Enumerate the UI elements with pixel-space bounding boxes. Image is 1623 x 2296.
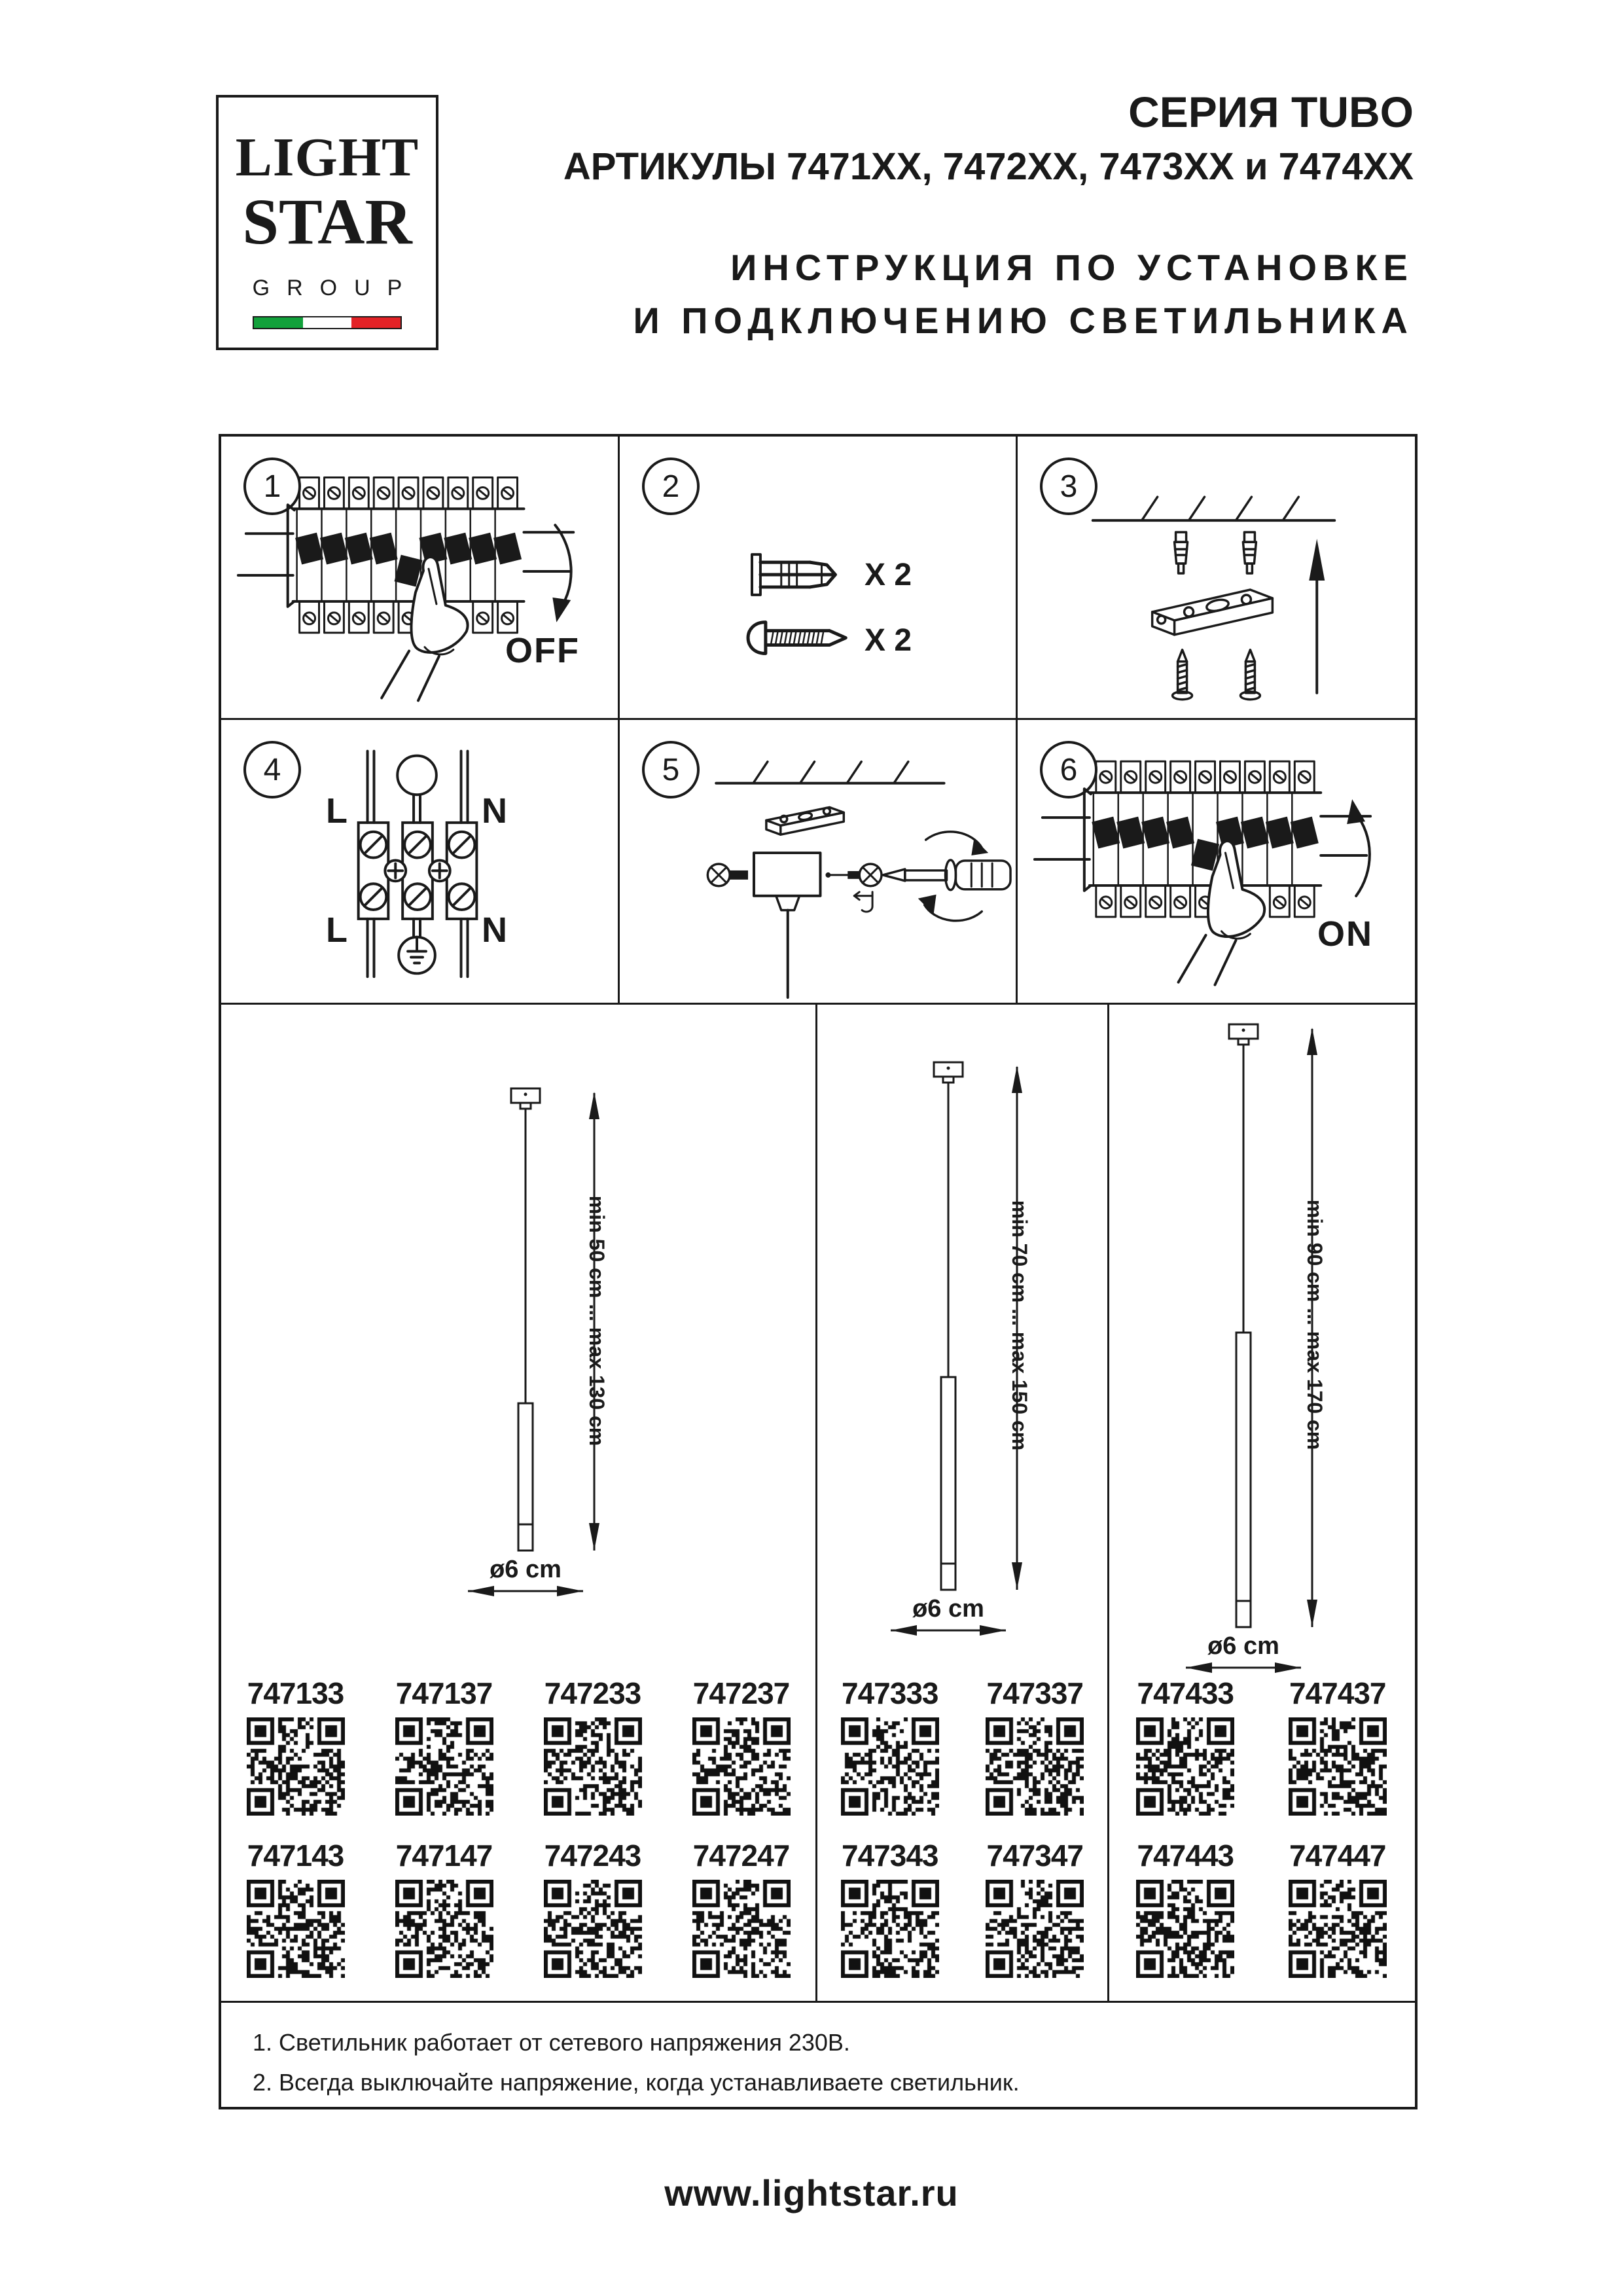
qr-code xyxy=(544,1880,642,1978)
qr-code xyxy=(1289,1717,1387,1816)
article-number: 747333 xyxy=(842,1676,938,1710)
step-number-badge: 3 xyxy=(1040,457,1097,515)
article-number: 747443 xyxy=(1137,1839,1234,1873)
article-item xyxy=(817,1840,963,1978)
qr-code xyxy=(841,1880,939,1978)
article-number: 747137 xyxy=(395,1676,493,1710)
step-number-badge: 6 xyxy=(1040,741,1097,798)
step-number-badge: 5 xyxy=(642,741,700,798)
article-number: 747247 xyxy=(692,1839,790,1873)
terminal-label-bottom-right: N xyxy=(482,910,507,950)
dowel-quantity-label: X 2 xyxy=(865,558,912,592)
article-item xyxy=(1262,1678,1414,1816)
article-item xyxy=(667,1840,815,1978)
article-number: 747233 xyxy=(544,1676,641,1710)
note-line-1: 1. Светильник работает от сетевого напряжения 230В. xyxy=(253,2029,850,2056)
articles-title: АРТИКУЛЫ 7471ХХ, 7472ХХ, 7473ХХ и 7474ХХ xyxy=(563,145,1414,188)
article-number: 747437 xyxy=(1289,1676,1386,1710)
flag-green-segment xyxy=(254,317,303,328)
step-1-cell xyxy=(221,437,618,718)
website-url: www.lightstar.ru xyxy=(664,2172,959,2214)
qr-code xyxy=(395,1880,493,1978)
article-item xyxy=(963,1840,1108,1978)
notes-section xyxy=(221,2003,1415,2126)
articles-row xyxy=(817,1840,1107,1978)
height-dimension-label: min 90 cm ... max 170 cm xyxy=(1303,1199,1327,1450)
article-number: 747243 xyxy=(544,1839,641,1873)
articles-row xyxy=(1109,1840,1414,1978)
article-number: 747133 xyxy=(247,1676,344,1710)
italian-flag-stripe xyxy=(253,316,402,329)
pendant-lamp-diagram xyxy=(1178,1022,1374,1691)
article-item xyxy=(370,1840,518,1978)
article-item xyxy=(221,1678,370,1816)
step-number-badge: 1 xyxy=(243,457,301,515)
qr-code xyxy=(1289,1880,1387,1978)
qr-code xyxy=(692,1717,791,1816)
article-item xyxy=(817,1678,963,1816)
article-item xyxy=(518,1678,667,1816)
qr-code xyxy=(247,1880,345,1978)
terminal-label-bottom-left: L xyxy=(326,910,348,950)
flag-white-segment xyxy=(303,317,352,328)
articles-row xyxy=(1109,1678,1414,1816)
article-item xyxy=(221,1840,370,1978)
instruction-title-line1: ИНСТРУКЦИЯ ПО УСТАНОВКЕ xyxy=(730,247,1414,288)
qr-code xyxy=(395,1717,493,1816)
article-number: 747237 xyxy=(692,1676,790,1710)
on-label: ON xyxy=(1317,914,1373,954)
step-5-cell xyxy=(620,720,1016,1003)
flag-red-segment xyxy=(351,317,401,328)
logo-word-group: GROUP xyxy=(252,276,419,300)
article-item xyxy=(1109,1840,1262,1978)
instruction-title-line2: И ПОДКЛЮЧЕНИЮ СВЕТИЛЬНИКА xyxy=(633,300,1414,342)
terminal-label-top-right: N xyxy=(482,791,507,831)
diameter-dimension-label: ø6 cm xyxy=(490,1556,562,1583)
article-item xyxy=(667,1678,815,1816)
screw-quantity-label: X 2 xyxy=(865,623,912,658)
article-item xyxy=(1109,1678,1262,1816)
note-line-2: 2. Всегда выключайте напряжение, когда устанавливаете светильник. xyxy=(253,2069,1020,2096)
pendant-lamp-diagram xyxy=(883,1060,1079,1653)
qr-code xyxy=(544,1717,642,1816)
article-item xyxy=(963,1678,1108,1816)
article-item xyxy=(1262,1840,1414,1978)
height-dimension-label: min 50 cm ... max 130 cm xyxy=(585,1195,609,1446)
qr-code xyxy=(1136,1880,1234,1978)
off-label: OFF xyxy=(505,631,580,670)
article-number: 747447 xyxy=(1289,1839,1386,1873)
step-2-cell xyxy=(620,437,1016,718)
article-number: 747147 xyxy=(395,1839,493,1873)
header-titles xyxy=(563,90,1414,347)
logo-word-star: STAR xyxy=(242,185,412,258)
instruction-table xyxy=(219,434,1418,2109)
article-number: 747337 xyxy=(986,1676,1083,1710)
lamp-variant-column-1 xyxy=(221,1003,815,2001)
article-item xyxy=(370,1678,518,1816)
logo-word-light: LIGHT xyxy=(235,127,419,188)
diameter-dimension-label: ø6 cm xyxy=(1207,1632,1279,1660)
qr-code xyxy=(1136,1717,1234,1816)
step-6-cell xyxy=(1018,720,1415,1003)
step-4-cell xyxy=(221,720,618,1003)
article-number: 747143 xyxy=(247,1839,344,1873)
step-number-badge: 2 xyxy=(642,457,700,515)
qr-code xyxy=(986,1717,1084,1816)
articles-row xyxy=(221,1840,815,1978)
step-number-badge: 4 xyxy=(243,741,301,798)
lamp-variant-column-2 xyxy=(817,1003,1107,2001)
lightstar-logo xyxy=(216,95,438,350)
qr-code xyxy=(986,1880,1084,1978)
terminal-label-top-left: L xyxy=(326,791,348,831)
articles-row xyxy=(221,1678,815,1816)
series-title: СЕРИЯ TUBO xyxy=(1128,88,1414,136)
lamp-variant-column-3 xyxy=(1109,1003,1414,2001)
article-number: 747343 xyxy=(842,1839,938,1873)
qr-code xyxy=(692,1880,791,1978)
article-number: 747433 xyxy=(1137,1676,1234,1710)
article-item xyxy=(518,1840,667,1978)
articles-row xyxy=(817,1678,1107,1816)
height-dimension-label: min 70 cm ... max 150 cm xyxy=(1008,1200,1031,1451)
qr-code xyxy=(841,1717,939,1816)
qr-code xyxy=(247,1717,345,1816)
step-3-cell xyxy=(1018,437,1415,718)
pendant-lamp-diagram xyxy=(460,1086,656,1614)
diameter-dimension-label: ø6 cm xyxy=(912,1595,984,1623)
article-number: 747347 xyxy=(986,1839,1083,1873)
